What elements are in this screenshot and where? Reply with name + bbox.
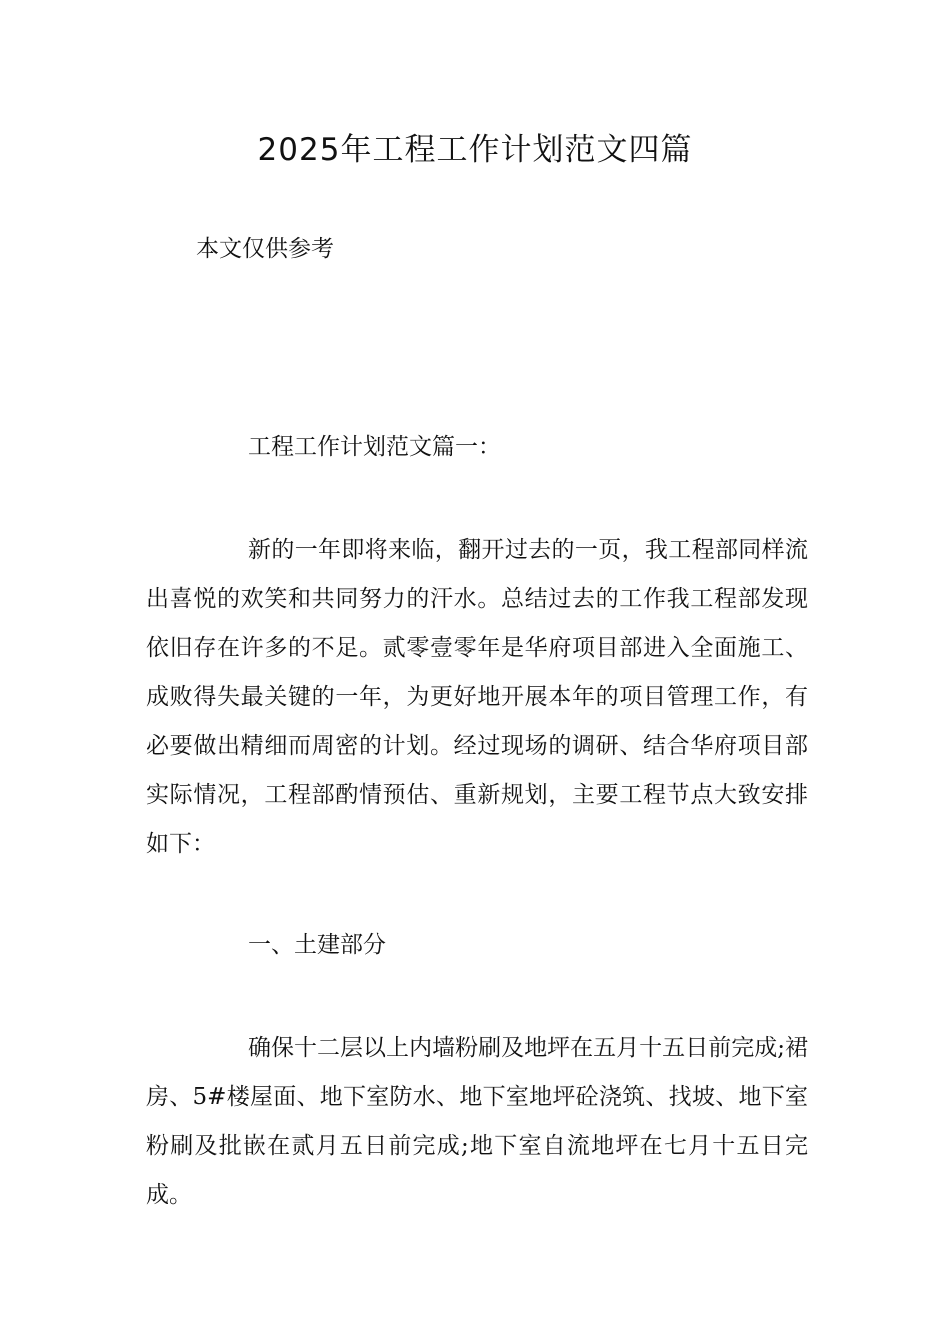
section-heading: 一、土建部分 [248,932,386,958]
document-title: 2025年工程工作计划范文四篇 [257,132,693,168]
section-heading: 工程工作计划范文篇一： [248,434,501,460]
body-paragraph: 新的一年即将来临，翻开过去的一页，我工程部同样流出喜悦的欢笑和共同努力的汗水。总结过去的工作我工程部发现依旧存在许多的不足。贰零壹零年是华府项目部进入全面施工、成败得失最关键的一年，为更好地开展本年的项目管理工作，有必要做出精细而周密的计划。经过现场的调研、结合华府项目部实际情况，工程部酌情预估、重新规划，主要工程节点大致安排如下： [146,537,808,857]
body-paragraph: 确保十二层以上内墙粉刷及地坪在五月十五日前完成;裙房、5#楼屋面、地下室防水、地下室地坪砼浇筑、找坡、地下室粉刷及批嵌在贰月五日前完成;地下室自流地坪在七月十五日完成。 [146,1035,808,1208]
disclaimer-note: 本文仅供参考 [196,236,334,262]
